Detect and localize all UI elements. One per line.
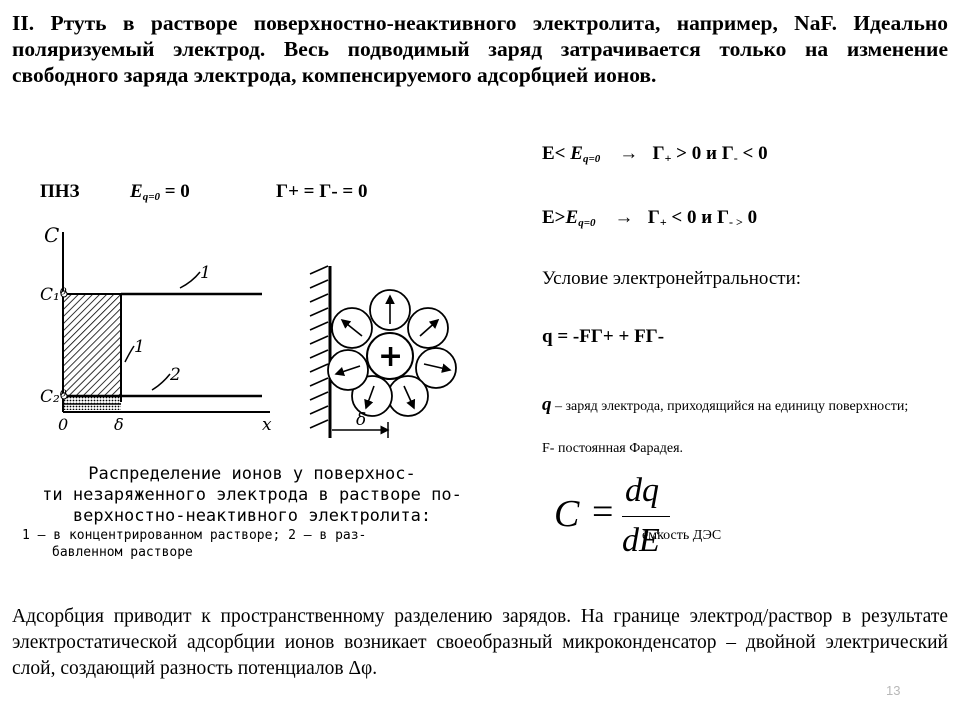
condition-positive bbox=[542, 207, 757, 230]
q-definition bbox=[542, 394, 952, 417]
gamma-minus: Г bbox=[721, 143, 734, 164]
dotted-region bbox=[63, 396, 121, 410]
capacitance-formula bbox=[552, 472, 792, 562]
cap-eq: = bbox=[592, 491, 614, 533]
gamma-plus: Г bbox=[647, 207, 660, 228]
cond-sub: q=0 bbox=[582, 153, 601, 165]
neutrality-title: Условие электронейтральности: bbox=[542, 268, 802, 289]
gamma-minus-sign: - > bbox=[729, 215, 743, 229]
pzc-eq-value: = 0 bbox=[164, 181, 190, 202]
ion-diagram bbox=[300, 262, 465, 447]
c2-label: C₂⁰ bbox=[40, 387, 67, 407]
slide-heading: II. Ртуть в растворе поверхностно-неактивного электролита, например, NaF. Идеально поляризуемый электрод. Весь подводимый заряд затрачивается только на изменение свободного заряда электрода, компенсируемого адсорбцией ионов. bbox=[12, 11, 948, 87]
gamma-plus: Г bbox=[652, 143, 665, 164]
page-number: 13 bbox=[886, 683, 901, 698]
cond-left: E> bbox=[542, 207, 566, 228]
origin-label: 0 bbox=[58, 415, 69, 434]
curve-2-label: 2 bbox=[170, 365, 181, 385]
cond-rel2: 0 bbox=[742, 207, 758, 228]
gamma-minus: Г bbox=[716, 207, 730, 228]
cond-sym: E bbox=[565, 207, 579, 228]
pzc-gamma-equation: Г+ = Г- = 0 bbox=[276, 181, 368, 202]
cond-sym: E bbox=[570, 143, 583, 164]
cond-rel1: < 0 и bbox=[666, 207, 717, 228]
f-definition: F- постоянная Фарадея. bbox=[542, 441, 684, 456]
gamma-plus-sign: + bbox=[664, 151, 672, 165]
curve-1-label: 1 bbox=[200, 263, 211, 283]
arrow-icon: → bbox=[614, 207, 634, 228]
pzc-label: ПНЗ bbox=[40, 181, 80, 202]
condition-negative bbox=[542, 143, 768, 166]
cap-numerator: dq bbox=[625, 472, 659, 509]
pzc-equation bbox=[130, 181, 190, 203]
c1-label: C₁⁰ bbox=[40, 285, 67, 305]
pzc-eq-symbol: E bbox=[130, 181, 143, 202]
hatched-region bbox=[63, 294, 121, 396]
pzc-eq-sub: q=0 bbox=[142, 191, 160, 203]
leader-1 bbox=[180, 272, 200, 288]
fraction-bar bbox=[622, 516, 670, 517]
concentration-graph bbox=[30, 222, 290, 442]
y-axis-label: C bbox=[44, 223, 60, 247]
x-axis-label: x bbox=[262, 415, 272, 435]
gamma-minus-sign: - bbox=[733, 151, 738, 165]
cond-rel1: > 0 и bbox=[671, 143, 722, 164]
curve-1b-label: 1 bbox=[134, 337, 145, 357]
arrow-icon: → bbox=[619, 143, 639, 164]
q-symbol: q bbox=[542, 394, 552, 415]
leader-2 bbox=[152, 374, 170, 390]
q-text: – заряд электрода, приходящийся на единицу поверхности; bbox=[551, 399, 909, 414]
caption-line: бавленном растворе bbox=[52, 545, 193, 560]
caption-line: Распределение ионов у поверхнос- bbox=[88, 464, 416, 484]
ion-delta-label: δ bbox=[356, 410, 367, 430]
caption-line: 1 — в концентрированном растворе; 2 — в раз- bbox=[22, 528, 367, 543]
cap-label: ёмкость ДЭС bbox=[642, 528, 722, 543]
caption-line: ти незаряженного электрода в растворе по- bbox=[42, 485, 462, 505]
cap-denominator: dE bbox=[622, 522, 660, 559]
leader-1b bbox=[125, 346, 134, 362]
cap-symbol: C bbox=[554, 493, 580, 535]
neutrality-formula: q = -FГ+ + FГ- bbox=[542, 326, 665, 347]
cond-rel2: < 0 bbox=[737, 143, 768, 164]
caption-line: верхностно-неактивного электролита: bbox=[72, 506, 432, 526]
delta-label: δ bbox=[114, 415, 124, 434]
figure-caption bbox=[22, 464, 482, 561]
bottom-paragraph: Адсорбция приводит к пространственному разделению зарядов. На границе электрод/раствор в результате электростатической адсорбции ионов возникает своеобразный микроконденсатор – двойной электрический слой, создающий разность потенциалов Δφ. bbox=[12, 606, 948, 679]
cond-left: E< bbox=[542, 143, 571, 164]
cation-plus-sign: + bbox=[378, 339, 404, 374]
gamma-plus-sign: + bbox=[659, 215, 667, 229]
cond-sub: q=0 bbox=[578, 217, 596, 229]
